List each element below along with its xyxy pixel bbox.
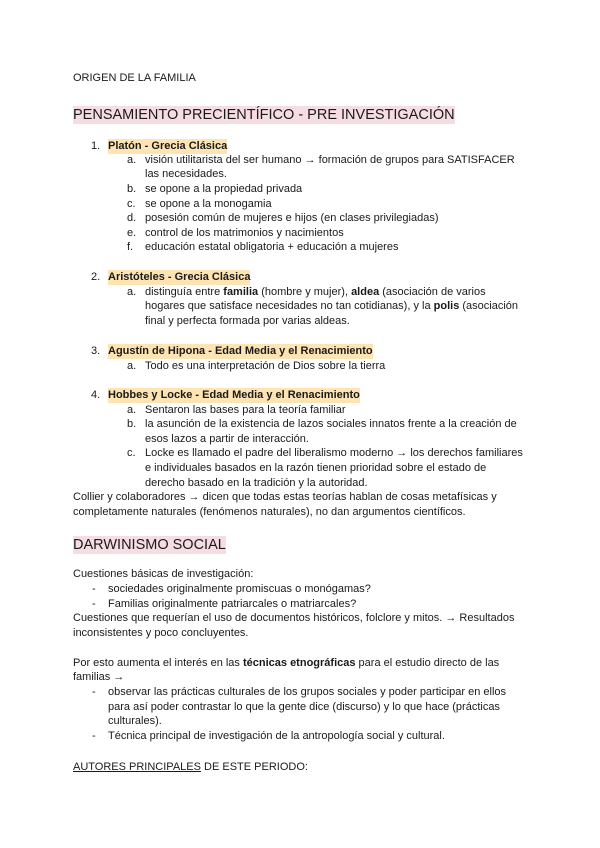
underlined-text: AUTORES PRINCIPALES (73, 761, 201, 773)
point-3-title: Agustín de Hipona - Edad Media y el Renacimiento (108, 345, 373, 357)
list-item-text: se opone a la propiedad privada (145, 183, 303, 195)
list-item-text: educación estatal obligatoria + educación a mujeres (145, 241, 399, 253)
list-item-text: derecho basado en la tradición y la autoridad. (145, 477, 368, 489)
list-item-text: las necesidades. (145, 168, 227, 180)
list-item-text: la asunción de la existencia de lazos sociales innatos frente a la creación de (145, 418, 517, 430)
section-heading-precientifico: PENSAMIENTO PRECIENTÍFICO - PRE INVESTIGACIÓN (73, 107, 455, 123)
list-marker: a. (127, 404, 137, 416)
dash-marker: - (92, 686, 96, 698)
list-item-text: posesión común de mujeres e hijos (en clases privilegiadas) (145, 212, 439, 224)
list-marker: c. (127, 447, 136, 459)
list-item-text: e individuales basados en la razón tienen prioridad sobre el estado de (145, 462, 487, 474)
point-4-title: Hobbes y Locke - Edad Media y el Renacimiento (108, 389, 360, 401)
bold-term-polis: polis (433, 300, 460, 312)
list-item-text: final y perfecta formada por varias aldeas. (145, 315, 350, 327)
dash-marker: - (92, 730, 96, 742)
list-item-text: Técnica principal de investigación de la antropología social y cultural. (108, 730, 445, 742)
text-run: (asociación (459, 300, 519, 312)
paragraph-documents: inconsistentes y poco concluyentes. (73, 627, 249, 639)
paragraph-interest (73, 656, 499, 671)
list-item-text: Locke es llamado el padre del liberalismo moderno → los derechos familiares (145, 447, 523, 459)
authors-heading (73, 760, 308, 775)
bold-term-aldea: aldea (351, 286, 380, 298)
point-2-number: 2. (91, 271, 101, 283)
point-3-number: 3. (91, 345, 101, 357)
section-heading-darwinismo: DARWINISMO SOCIAL (73, 537, 226, 553)
list-item-text: control de los matrimonios y nacimientos (145, 227, 344, 239)
bold-term-tecnicas: técnicas etnográficas (242, 657, 356, 669)
document-title: ORIGEN DE LA FAMILIA (73, 72, 196, 84)
list-marker: a. (127, 286, 137, 298)
list-item-text: Sentaron las bases para la teoría familiar (145, 404, 346, 416)
text-run: hogares que satisface necesidades no tan cotidianas), y la (145, 300, 434, 312)
dash-marker: - (92, 598, 96, 610)
text-run: Por esto aumenta el interés en las (73, 657, 243, 669)
bold-term-familia: familia (223, 286, 259, 298)
point-4-number: 4. (91, 389, 101, 401)
text-run: DE ESTE PERIODO: (200, 761, 308, 773)
list-item-text: esos lazos a partir de interacción. (145, 433, 309, 445)
list-item-text: Familias originalmente patriarcales o matriarcales? (108, 598, 357, 610)
dash-marker: - (92, 583, 96, 595)
list-marker: b. (127, 418, 137, 430)
text-run: (hombre y mujer), (258, 286, 352, 298)
questions-intro: Cuestiones básicas de investigación: (73, 568, 254, 580)
paragraph-collier: Collier y colaboradores → dicen que todas estas teorías hablan de cosas metafísicas y (73, 491, 497, 503)
list-marker: b. (127, 183, 137, 195)
list-item-text: visión utilitarista del ser humano → formación de grupos para SATISFACER (145, 154, 515, 166)
text-run: para el estudio directo de las (355, 657, 500, 669)
list-marker: a. (127, 154, 137, 166)
list-marker: a. (127, 360, 137, 372)
list-item-text: se opone a la monogamia (145, 198, 272, 210)
list-item-text: Todo es una interpretación de Dios sobre la tierra (145, 360, 386, 372)
list-marker: f. (127, 241, 134, 253)
list-item-text (145, 285, 486, 300)
list-item-text: para así poder contrastar lo que la gente dice (discurso) y lo que hace (prácticas (108, 701, 500, 713)
text-run: distinguía entre (145, 286, 224, 298)
text-run: (asociación de varios (379, 286, 486, 298)
paragraph-interest: familias → (73, 671, 125, 683)
list-item-text (145, 299, 518, 314)
list-item-text: observar las prácticas culturales de los grupos sociales y poder participar en ellos (108, 686, 507, 698)
list-marker: c. (127, 198, 136, 210)
point-1-number: 1. (91, 140, 101, 152)
list-item-text: culturales). (108, 715, 162, 727)
list-marker: e. (127, 227, 137, 239)
paragraph-documents: Cuestiones que requerían el uso de documentos históricos, folclore y mitos. → Resultados (73, 612, 515, 624)
point-1-title: Platón - Grecia Clásica (108, 140, 228, 152)
paragraph-collier: completamente naturales (fenómenos naturales), no dan argumentos científicos. (73, 506, 466, 518)
point-2-title: Aristóteles - Grecia Clásica (108, 271, 251, 283)
list-marker: d. (127, 212, 137, 224)
list-item-text: sociedades originalmente promiscuas o monógamas? (108, 583, 371, 595)
